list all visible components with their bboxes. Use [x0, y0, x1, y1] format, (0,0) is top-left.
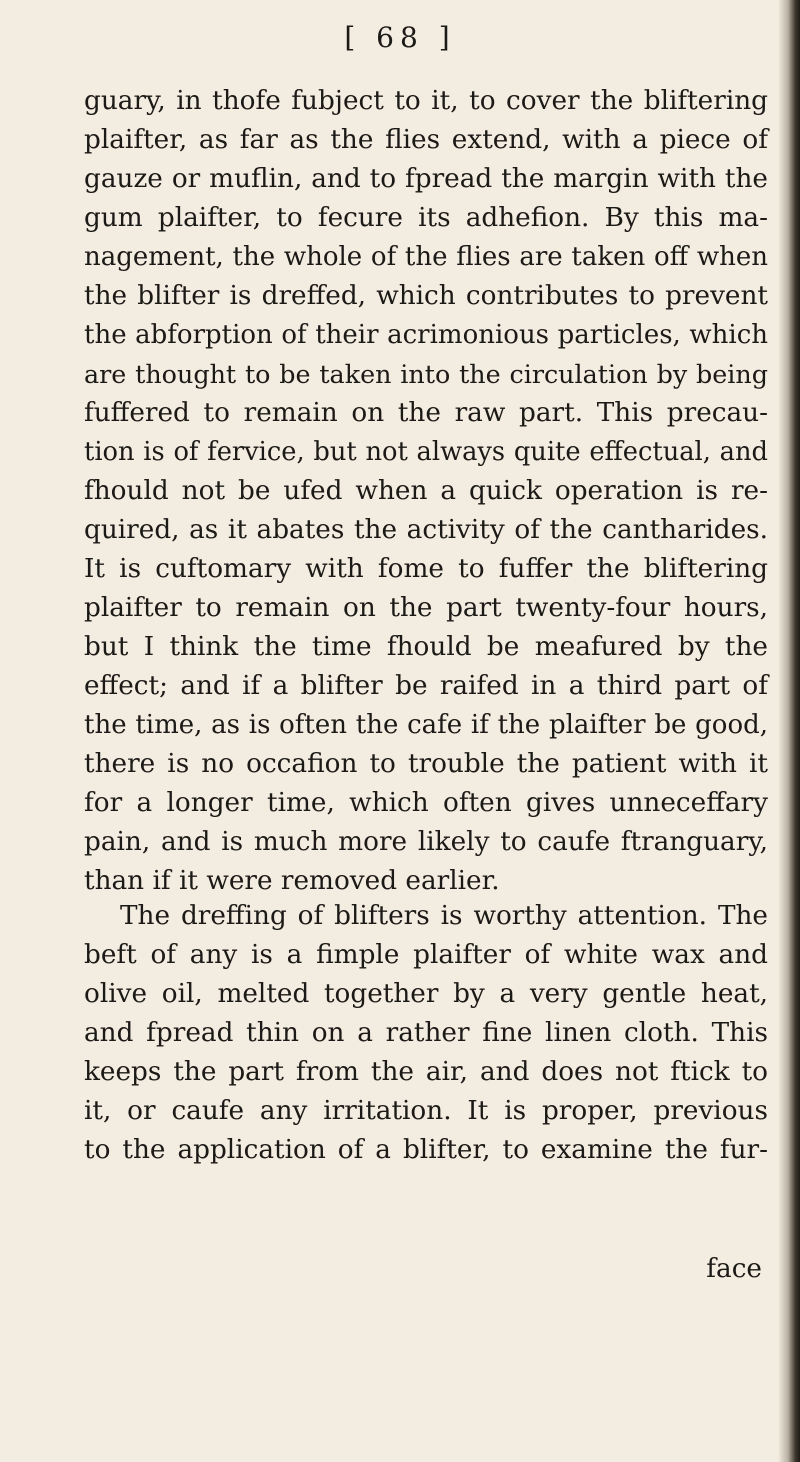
text-line: and fpread thin on a rather fine linen cloth. This: [84, 1018, 768, 1048]
text-line: are thought to be taken into the circulation by being: [84, 359, 768, 389]
text-line: It is cuftomary with fome to fuffer the bliftering: [84, 554, 768, 584]
text-line: beft of any is a fimple plaifter of white wax and: [84, 940, 768, 970]
text-line: The dreffing of blifters is worthy attention. The: [120, 901, 768, 931]
text-line: than if it were removed earlier.: [84, 866, 500, 896]
text-line: effect; and if a blifter be raifed in a third part of: [84, 671, 768, 701]
catchword: face: [706, 1254, 762, 1284]
paragraph-1: [84, 82, 768, 901]
text-line: pain, and is much more likely to caufe ftranguary,: [84, 827, 768, 857]
text-line: gauze or muflin, and to fpread the margin with the: [84, 164, 768, 194]
text-line: there is no occafion to trouble the patient with it: [84, 749, 768, 779]
text-line: it, or caufe any irritation. It is proper, previous: [84, 1096, 768, 1126]
text-line: to the application of a blifter, to examine the fur-: [84, 1135, 768, 1165]
text-line: fhould not be ufed when a quick operation is re-: [84, 476, 768, 506]
text-line: the time, as is often the cafe if the plaifter be good,: [84, 710, 768, 740]
text-line: guary, in thofe fubject to it, to cover the bliftering: [84, 86, 768, 116]
text-line: quired, as it abates the activity of the cantharides.: [84, 515, 768, 545]
text-line: for a longer time, which often gives unneceffary: [84, 788, 768, 818]
text-line: the blifter is dreffed, which contributes to prevent: [84, 281, 768, 311]
page-number-header: [ 68 ]: [344, 21, 456, 54]
text-line: tion is of fervice, but not always quite effectual, and: [84, 437, 768, 467]
text-line: plaifter, as far as the flies extend, with a piece of: [84, 125, 768, 155]
text-line: gum plaifter, to fecure its adhefion. By this ma-: [84, 203, 768, 233]
page-edge-shadow: [778, 0, 800, 1462]
text-line: keeps the part from the air, and does not ftick to: [84, 1057, 768, 1087]
text-line: but I think the time fhould be meafured by the: [84, 632, 768, 662]
paragraph-2: [84, 897, 768, 1170]
text-line: plaifter to remain on the part twenty-four hours,: [84, 593, 768, 623]
text-line: nagement, the whole of the flies are taken off when: [84, 242, 768, 272]
text-line: fuffered to remain on the raw part. This precau-: [84, 398, 768, 428]
text-line: the abforption of their acrimonious particles, which: [84, 320, 768, 350]
text-line: olive oil, melted together by a very gentle heat,: [84, 979, 768, 1009]
